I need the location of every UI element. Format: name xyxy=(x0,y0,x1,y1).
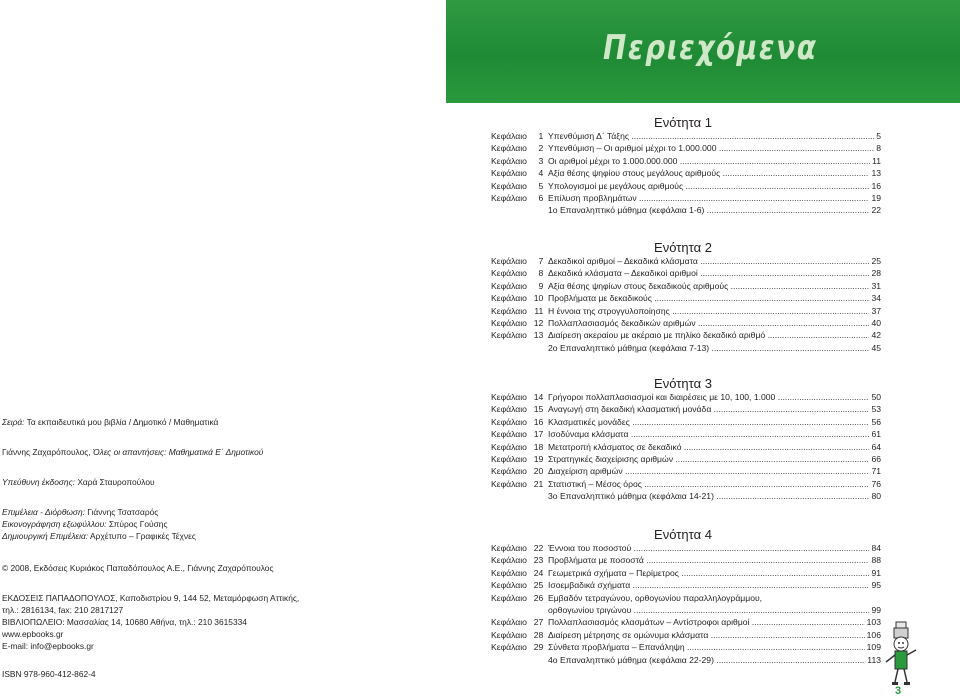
toc-row xyxy=(491,403,881,415)
chapter-title[interactable]: Ισοδύναμα κλάσματα ..... xyxy=(548,428,869,440)
chapter-word: Κεφάλαιο xyxy=(491,256,527,266)
toc-row xyxy=(491,180,881,192)
toc-row xyxy=(491,592,881,604)
toc-row xyxy=(491,441,881,453)
page-ref: 25 xyxy=(871,256,881,266)
page-ref: 5 xyxy=(876,131,881,141)
design-line xyxy=(2,530,299,542)
page-ref: 103 xyxy=(866,617,881,628)
toc-row xyxy=(491,641,881,653)
page-ref: 113 xyxy=(867,654,881,665)
chapter-label xyxy=(491,654,548,666)
chapter-label xyxy=(491,490,548,502)
toc-row xyxy=(491,305,881,317)
phone-line: τηλ.: 2816134, fax: 210 2817127 xyxy=(2,605,124,615)
page-ref: 106 xyxy=(866,629,881,640)
chapter-label xyxy=(491,329,548,341)
chapter-label xyxy=(491,280,548,292)
chapter-title[interactable]: Δεκαδικά κλάσματα – Δεκαδικοί αριθμοί ..... xyxy=(548,267,869,279)
chapter-label xyxy=(491,616,548,628)
chapter-title[interactable]: Υπενθύμιση – Οι αριθμοί μέχρι το 1.000.000 ..... xyxy=(548,142,874,154)
editor-value: Γιάννης Τσατσαρός xyxy=(87,507,159,517)
chapter-label xyxy=(491,604,548,616)
chapter-label xyxy=(491,267,548,279)
chapter-label xyxy=(491,403,548,415)
chapter-word: Κεφάλαιο xyxy=(491,404,527,415)
toc-row xyxy=(491,342,881,354)
toc-row xyxy=(491,192,881,204)
page-ref: 16 xyxy=(871,180,881,191)
chapter-label xyxy=(491,317,548,329)
chapter-word: Κεφάλαιο xyxy=(491,617,527,628)
toc-row xyxy=(491,579,881,591)
chapter-label xyxy=(491,579,548,591)
chapter-number: 22 xyxy=(533,543,544,553)
page-ref: 84 xyxy=(871,543,881,553)
chapter-label xyxy=(491,542,548,554)
page-ref: 45 xyxy=(871,342,881,353)
unit-4-title: Ενότητα 4 xyxy=(654,527,712,542)
chapter-word: Κεφάλαιο xyxy=(491,466,527,477)
chapter-title[interactable]: Αξία θέσης ψηφίων στους δεκαδικούς αριθμούς ..... xyxy=(548,280,869,292)
chapter-title[interactable]: Κλασματικές μονάδες ..... xyxy=(548,416,869,428)
toc-row xyxy=(491,416,881,428)
chapter-number: 14 xyxy=(533,392,544,402)
chapter-title[interactable]: Αναγωγή στη δεκαδική κλασματική μονάδα ..... xyxy=(548,403,869,415)
chapter-label xyxy=(491,554,548,566)
page-ref: 8 xyxy=(876,143,881,154)
toc-row xyxy=(491,616,881,628)
chapter-label xyxy=(491,342,548,354)
chapter-number: 13 xyxy=(533,330,544,341)
toc-row xyxy=(491,317,881,329)
page-ref: 22 xyxy=(871,205,881,216)
chapter-label xyxy=(491,465,548,477)
toc-row xyxy=(491,490,881,502)
chapter-label xyxy=(491,416,548,428)
chapter-word: Κεφάλαιο xyxy=(491,642,527,653)
chapter-word: Κεφάλαιο xyxy=(491,280,527,291)
toc-row xyxy=(491,267,881,279)
chapter-number: 10 xyxy=(533,293,544,304)
chapter-number: 23 xyxy=(533,555,544,566)
page-ref: 76 xyxy=(871,478,881,489)
series-value: Τα εκπαιδευτικά μου βιβλία / Δημοτικό / Μαθηματικά xyxy=(26,417,219,427)
chapter-title[interactable]: 4ο Επαναληπτικό μάθημα (κεφάλαια 22-29) ..... xyxy=(548,654,865,666)
chapter-title[interactable]: Προβλήματα με ποσοστά ..... xyxy=(548,554,869,566)
isbn-line: ISBN 978-960-412-862-4 xyxy=(2,669,96,679)
chapter-label xyxy=(491,453,548,465)
chapter-number: 18 xyxy=(533,441,544,452)
cover-line xyxy=(2,518,299,530)
page-ref: 56 xyxy=(871,416,881,427)
cover-value: Σπύρος Γούσης xyxy=(108,519,168,529)
toc-row xyxy=(491,629,881,641)
chapter-word: Κεφάλαιο xyxy=(491,155,527,166)
toc-row xyxy=(491,292,881,304)
page-ref: 28 xyxy=(871,268,881,279)
chapter-title[interactable]: Η έννοια της στρογγυλοποίησης ..... xyxy=(548,305,869,317)
address-line: ΕΚΔΟΣΕΙΣ ΠΑΠΑΔΟΠΟΥΛΟΣ, Καποδιστρίου 9, 144 52, Μεταμόρφωση Αττικής, xyxy=(2,593,300,603)
toc-row xyxy=(491,130,881,142)
chapter-number: 7 xyxy=(538,256,544,266)
copyright-line: © 2008, Εκδόσεις Κυριάκος Παπαδόπουλος Α.Ε., Γιάννης Ζαχαρόπουλος xyxy=(2,563,274,573)
chapter-number: 9 xyxy=(538,280,544,291)
chapter-number: 28 xyxy=(533,629,544,640)
chapter-word: Κεφάλαιο xyxy=(491,168,527,179)
chapter-number: 29 xyxy=(533,642,544,653)
chapter-word: Κεφάλαιο xyxy=(491,543,527,553)
pencil-mascot-icon xyxy=(882,620,922,690)
chapter-label xyxy=(491,428,548,440)
chapter-label xyxy=(491,167,548,179)
series-line xyxy=(2,416,299,428)
page-ref: 71 xyxy=(871,466,881,477)
chapter-title[interactable]: Ισοεμβαδικά σχήματα ..... xyxy=(548,579,869,591)
editor-label: Επιμέλεια - Διόρθωση: xyxy=(2,507,85,517)
chapter-number: 20 xyxy=(533,466,544,477)
chapter-label xyxy=(491,155,548,167)
chapter-title[interactable]: Διαίρεση ακεραίου με ακέραιο με πηλίκο δεκαδικό αριθμό ..... xyxy=(548,329,869,341)
web-link[interactable]: www.epbooks.gr xyxy=(2,629,64,639)
page-ref: 19 xyxy=(871,192,881,203)
publisher-line xyxy=(2,476,299,488)
unit-4-toc xyxy=(491,542,881,666)
chapter-number: 16 xyxy=(533,416,544,427)
chapter-title[interactable]: Σύνθετα προβλήματα – Επανάληψη ..... xyxy=(548,641,865,653)
chapter-number: 17 xyxy=(533,429,544,440)
chapter-word: Κεφάλαιο xyxy=(491,317,527,328)
chapter-number: 4 xyxy=(538,168,544,179)
chapter-word: Κεφάλαιο xyxy=(491,330,527,341)
chapter-title[interactable]: 3ο Επαναληπτικό μάθημα (κεφάλαια 14-21) ..... xyxy=(548,490,869,502)
chapter-number: 25 xyxy=(533,580,544,591)
page-ref: 64 xyxy=(871,441,881,452)
chapter-label xyxy=(491,391,548,403)
chapter-word: Κεφάλαιο xyxy=(491,629,527,640)
toc-row xyxy=(491,142,881,154)
cover-label: Εικονογράφηση εξωφύλλου: xyxy=(2,519,107,529)
chapter-title[interactable]: Πολλαπλασιασμός δεκαδικών αριθμών ..... xyxy=(548,317,869,329)
chapter-title[interactable]: Διαίρεση μέτρησης σε ομώνυμα κλάσματα ..... xyxy=(548,629,865,641)
page-ref: 99 xyxy=(871,604,881,615)
toc-row xyxy=(491,478,881,490)
unit-2-title: Ενότητα 2 xyxy=(654,240,712,255)
book-title: Όλες οι απαντήσεις: Μαθηματικά Ε΄ Δημοτικού xyxy=(92,447,264,457)
chapter-number: 1 xyxy=(538,131,544,141)
page-ref: 11 xyxy=(872,155,881,166)
unit-1-title: Ενότητα 1 xyxy=(654,115,712,130)
chapter-title[interactable]: Στρατηγικές διαχείρισης αριθμών ..... xyxy=(548,453,869,465)
unit-3-title: Ενότητα 3 xyxy=(654,376,712,391)
chapter-title[interactable]: 2ο Επαναληπτικό μάθημα (κεφάλαια 7-13) ..... xyxy=(548,342,869,354)
toc-row xyxy=(491,554,881,566)
unit-3-toc xyxy=(491,391,881,503)
chapter-word: Κεφάλαιο xyxy=(491,555,527,566)
page-ref: 13 xyxy=(871,168,881,179)
toc-row xyxy=(491,604,881,616)
chapter-word: Κεφάλαιο xyxy=(491,180,527,191)
chapter-number: 15 xyxy=(533,404,544,415)
chapter-number: 19 xyxy=(533,453,544,464)
toc-row xyxy=(491,654,881,666)
chapter-word: Κεφάλαιο xyxy=(491,441,527,452)
chapter-label xyxy=(491,305,548,317)
chapter-title[interactable]: Πολλαπλασιασμός κλασμάτων – Αντίστροφοι αριθμοί ..... xyxy=(548,616,865,628)
chapter-number: 11 xyxy=(534,305,544,316)
chapter-title[interactable]: Διαχείριση αριθμών ..... xyxy=(548,465,869,477)
credits-block xyxy=(2,416,299,680)
toc-row xyxy=(491,465,881,477)
chapter-number: 21 xyxy=(533,478,544,489)
toc-row xyxy=(491,204,881,216)
page-ref: 80 xyxy=(871,491,881,502)
page-number: 3 xyxy=(895,685,902,697)
page-ref: 42 xyxy=(871,330,881,341)
chapter-title[interactable]: Προβλήματα με δεκαδικούς ..... xyxy=(548,292,869,304)
chapter-label xyxy=(491,592,548,604)
chapter-number: 5 xyxy=(538,180,544,191)
editor-line xyxy=(2,506,299,518)
toc-row xyxy=(491,391,881,403)
design-value: Αρχέτυπο – Γραφικές Τέχνες xyxy=(89,531,196,541)
page-ref: 40 xyxy=(871,317,881,328)
chapter-label xyxy=(491,441,548,453)
chapter-word: Κεφάλαιο xyxy=(491,478,527,489)
bookstore-line: ΒΙΒΛΙΟΠΩΛΕΙΟ: Μασσαλίας 14, 10680 Αθήνα, τηλ.: 210 3615334 xyxy=(2,617,247,627)
toc-row xyxy=(491,280,881,292)
chapter-label xyxy=(491,130,548,142)
toc-row xyxy=(491,329,881,341)
chapter-title[interactable]: Οι αριθμοί μέχρι το 1.000.000.000 ..... xyxy=(548,155,870,167)
chapter-label xyxy=(491,204,548,216)
chapter-word: Κεφάλαιο xyxy=(491,416,527,427)
chapter-word: Κεφάλαιο xyxy=(491,192,527,203)
toc-row xyxy=(491,542,881,554)
email-link[interactable]: E-mail: info@epbooks.gr xyxy=(2,641,94,651)
chapter-label xyxy=(491,180,548,192)
chapter-title[interactable]: ορθογωνίου τριγώνου ..... xyxy=(548,604,869,616)
chapter-word: Κεφάλαιο xyxy=(491,392,527,402)
toc-row xyxy=(491,167,881,179)
chapter-title[interactable]: Εμβαδόν τετραγώνου, ορθογωνίου παραλληλογράμμου, xyxy=(548,592,763,603)
page-ref: 53 xyxy=(871,404,881,415)
page-title: Περιεχόμενα xyxy=(603,28,818,68)
page-ref: 88 xyxy=(871,555,881,566)
toc-row xyxy=(491,155,881,167)
unit-1-toc xyxy=(491,130,881,217)
chapter-label xyxy=(491,192,548,204)
toc-row xyxy=(491,567,881,579)
chapter-word: Κεφάλαιο xyxy=(491,293,527,304)
chapter-label xyxy=(491,641,548,653)
chapter-number: 26 xyxy=(533,592,544,603)
author-line xyxy=(2,446,299,458)
page-ref: 37 xyxy=(871,305,881,316)
page-ref: 109 xyxy=(866,642,881,653)
chapter-number: 2 xyxy=(538,143,544,154)
toc-row xyxy=(491,453,881,465)
chapter-title[interactable]: Στατιστική – Μέσος όρος ..... xyxy=(548,478,869,490)
chapter-title[interactable]: Υπολογισμοί με μεγάλους αριθμούς ..... xyxy=(548,180,869,192)
chapter-word: Κεφάλαιο xyxy=(491,305,527,316)
chapter-title[interactable]: Δεκαδικοί αριθμοί – Δεκαδικά κλάσματα ..... xyxy=(548,255,869,267)
page-ref: 50 xyxy=(871,392,881,402)
page-ref: 66 xyxy=(871,453,881,464)
design-label: Δημιουργική Επιμέλεια: xyxy=(2,531,89,541)
author-name: Γιάννης Ζαχαρόπουλος, xyxy=(2,447,93,457)
chapter-word: Κεφάλαιο xyxy=(491,567,527,578)
chapter-word: Κεφάλαιο xyxy=(491,143,527,154)
publisher-label: Υπεύθυνη έκδοσης: xyxy=(2,477,75,487)
series-label: Σειρά: xyxy=(2,417,25,427)
chapter-word: Κεφάλαιο xyxy=(491,453,527,464)
chapter-number: 3 xyxy=(538,155,544,166)
chapter-title[interactable]: Επίλυση προβλημάτων ..... xyxy=(548,192,869,204)
chapter-number: 27 xyxy=(533,617,544,628)
chapter-word: Κεφάλαιο xyxy=(491,429,527,440)
page-ref: 61 xyxy=(871,429,881,440)
chapter-title[interactable]: Υπενθύμιση Δ΄ Τάξης ..... xyxy=(548,130,874,142)
chapter-title[interactable]: Έννοια του ποσοστού ..... xyxy=(548,542,869,554)
chapter-word: Κεφάλαιο xyxy=(491,592,527,603)
page-ref: 34 xyxy=(871,293,881,304)
chapter-number: 12 xyxy=(533,317,544,328)
chapter-word: Κεφάλαιο xyxy=(491,580,527,591)
chapter-title[interactable]: 1ο Επαναληπτικό μάθημα (κεφάλαια 1-6) ..... xyxy=(548,204,869,216)
page-ref xyxy=(762,592,764,604)
chapter-title[interactable]: Γρήγοροι πολλαπλασιασμοί και διαιρέσεις με 10, 100, 1.000 ..... xyxy=(548,391,869,403)
chapter-title[interactable]: Μετατροπή κλάσματος σε δεκαδικό ..... xyxy=(548,441,869,453)
chapter-label xyxy=(491,142,548,154)
chapter-number: 8 xyxy=(538,268,544,279)
publisher-value: Χαρά Σταυροπούλου xyxy=(77,477,155,487)
page-ref: 31 xyxy=(871,280,881,291)
chapter-label xyxy=(491,629,548,641)
chapter-number: 24 xyxy=(533,567,544,578)
chapter-word: Κεφάλαιο xyxy=(491,268,527,279)
chapter-label xyxy=(491,478,548,490)
chapter-word: Κεφάλαιο xyxy=(491,131,527,141)
toc-row xyxy=(491,428,881,440)
chapter-title[interactable]: Αξία θέσης ψηφίου στους μεγάλους αριθμούς ..... xyxy=(548,167,869,179)
chapter-label xyxy=(491,292,548,304)
unit-2-toc xyxy=(491,255,881,354)
page-ref: 95 xyxy=(871,580,881,591)
chapter-number: 6 xyxy=(538,192,544,203)
chapter-label xyxy=(491,567,548,579)
chapter-label xyxy=(491,255,548,267)
page-ref: 91 xyxy=(871,567,881,578)
toc-row xyxy=(491,255,881,267)
chapter-title[interactable]: Γεωμετρικά σχήματα – Περίμετρος ..... xyxy=(548,567,869,579)
